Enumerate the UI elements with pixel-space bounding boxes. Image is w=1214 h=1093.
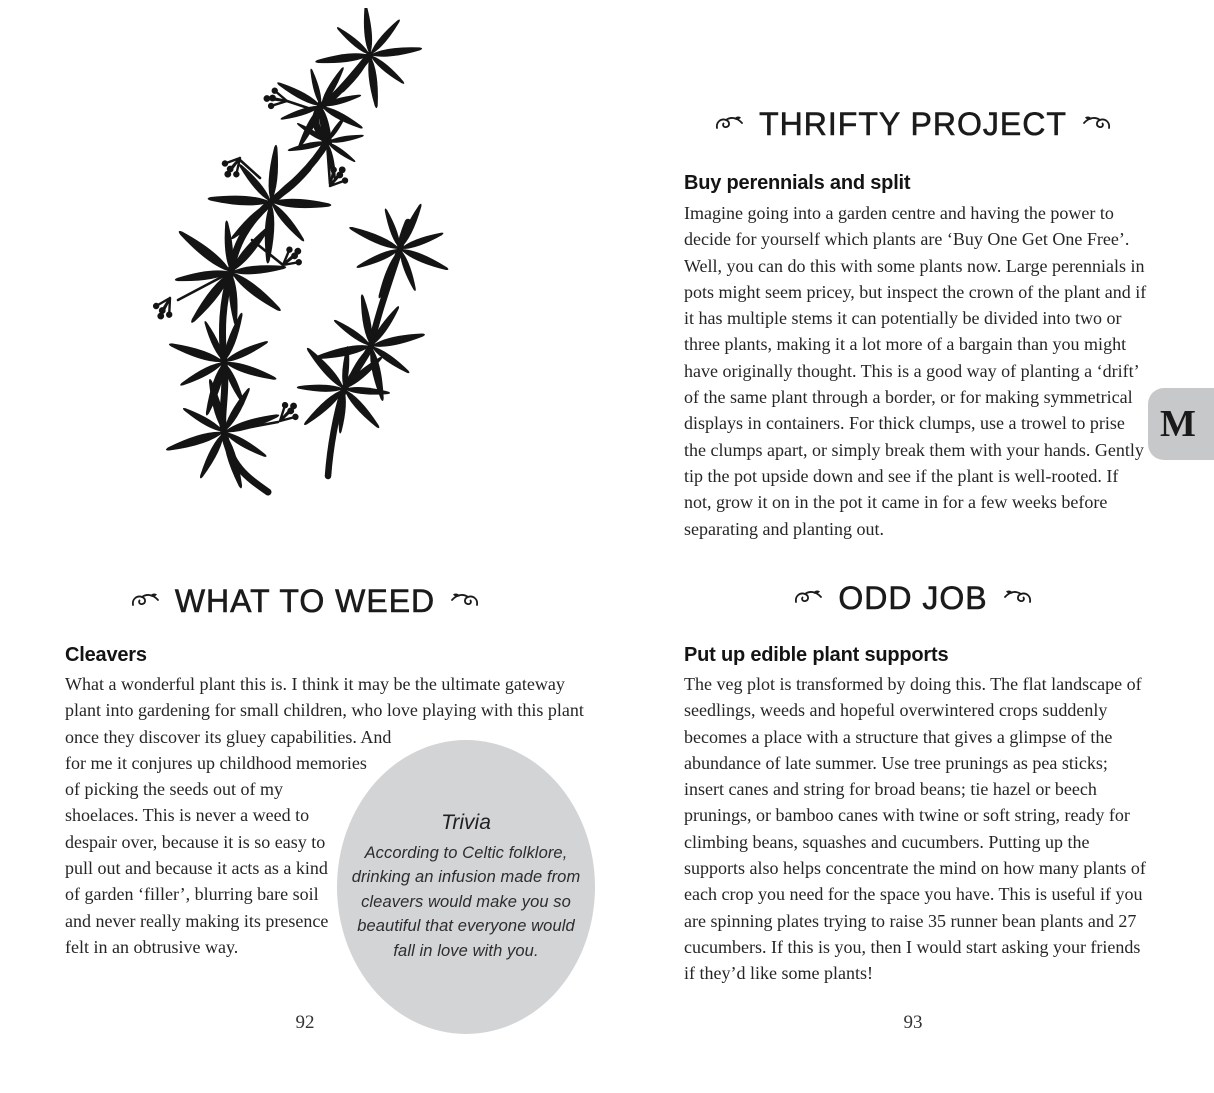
flourish-left-icon bbox=[130, 592, 160, 612]
page-number-right: 93 bbox=[903, 1012, 923, 1033]
cleavers-illustration bbox=[140, 8, 520, 568]
flourish-right-icon bbox=[450, 592, 480, 612]
left-section-heading bbox=[65, 583, 545, 620]
flourish-left-icon bbox=[714, 115, 744, 135]
flourish-right-icon bbox=[1003, 589, 1033, 609]
left-body-text: What a wonderful plant this is. I think it may be the ultimate gateway plant into gardening for small children, who love playing with this plant once they discover its gluey capabilities. And for me it conjures up childhood memories of picking the seeds out of my shoelaces. This is never a weed to despair over, because it is so easy to pull out and because it acts as a kind of garden ‘filler’, blurring bare soil and never really making its presence felt in an obtrusive way. bbox=[65, 674, 584, 957]
page-number-left: 92 bbox=[295, 1012, 315, 1033]
thrifty-project-subhead: Buy perennials and split bbox=[684, 172, 911, 194]
thrifty-project-heading-text: THRIFTY PROJECT bbox=[759, 106, 1067, 142]
index-tab-m bbox=[1148, 388, 1214, 460]
left-subhead: Cleavers bbox=[65, 644, 147, 666]
trivia-title: Trivia bbox=[441, 810, 491, 834]
odd-job-body: The veg plot is transformed by doing this. The flat landscape of seedlings, weeds and hopeful overwintered crops suddenly becomes a place with a structure that gives a glimpse of the abundance of late summer. Use tree prunings as pea sticks; insert canes and string for broad beans; tie hazel or beech prunings, or bamboo canes with twine or soft string, ready for climbing beans, squashes and cucumbers. Putting up the supports also helps concentrate the mind on how many plants of each crop you need for the space you have. This is useful if you are spinning plates trying to raise 35 runner bean plants and 27 cucumbers. If this is you, then I would start asking your friends if they’d like some plants! bbox=[684, 674, 1146, 984]
thrifty-project-heading bbox=[680, 106, 1146, 143]
thrifty-project-body: Imagine going into a garden centre and having the power to decide for yourself which plants are ‘Buy One Get One Free’. Well, you can do this with some plants now. Large perennials in pots might seem pricey, but inspect the crown of the plant and if it has multiple stems it can potentially be divided into two or three plants, making it a lot more of a bargain than you might have originally thought. This is a good way of planting a ‘drift’ of the same plant through a border, or for making symmetrical displays in containers. For thick clumps, use a trowel to prise the clumps apart, or simply break them with your hands. Gently tip the pot upside down and see if the plant is well-rooted. If not, grow it on in the pot it came in for a few weeks before separating and planting out. bbox=[684, 203, 1147, 539]
odd-job-heading bbox=[680, 580, 1146, 617]
odd-job-subhead: Put up edible plant supports bbox=[684, 644, 949, 666]
trivia-bubble bbox=[337, 671, 595, 1033]
left-heading-text: WHAT TO WEED bbox=[174, 583, 436, 619]
odd-job-heading-text: ODD JOB bbox=[838, 580, 988, 616]
flourish-left-icon bbox=[793, 589, 823, 609]
index-tab-label: M bbox=[1160, 403, 1196, 445]
trivia-text: According to Celtic folklore, drinking an infusion made from cleavers would make you so beautiful that everyone would fall in love with you. bbox=[351, 843, 581, 960]
left-body-paragraph bbox=[65, 671, 595, 1051]
flourish-right-icon bbox=[1082, 115, 1112, 135]
trivia-circle bbox=[337, 740, 595, 1034]
